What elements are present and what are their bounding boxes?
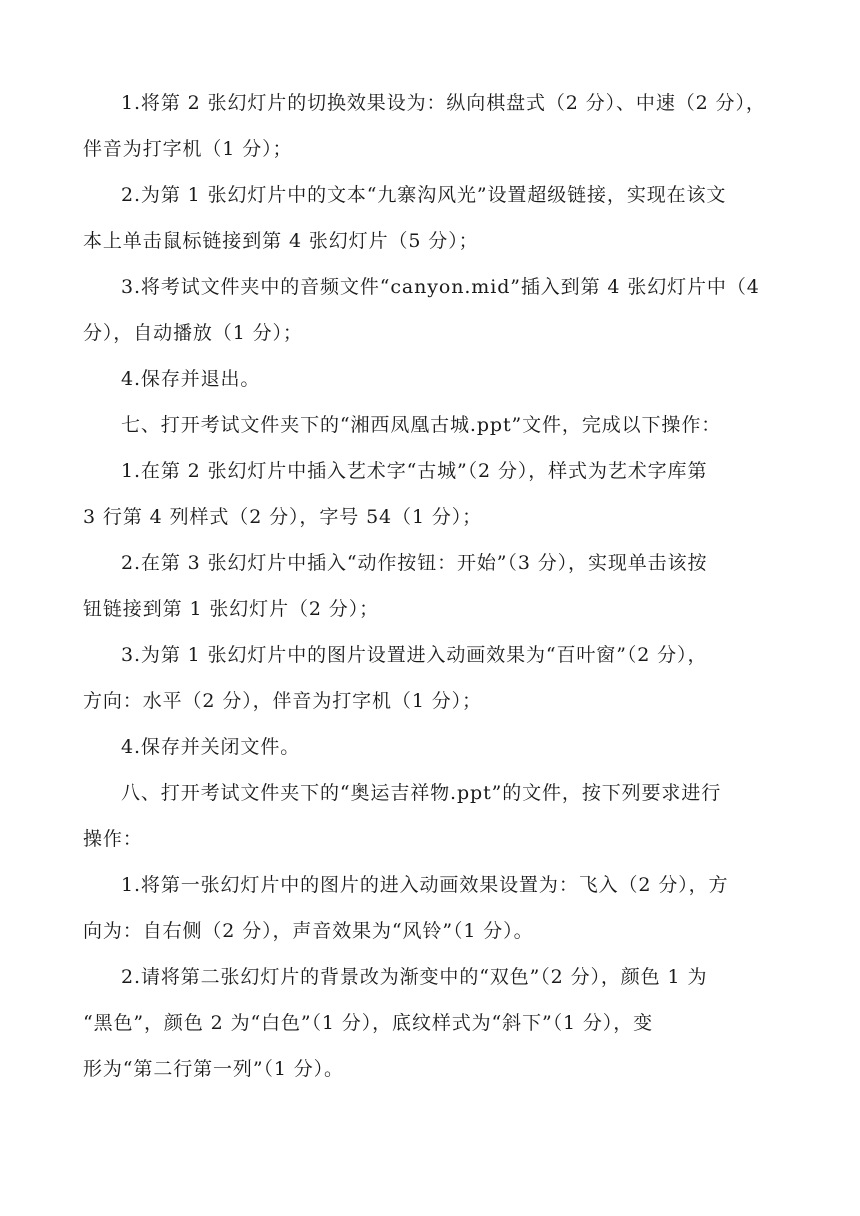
paragraph-line: 3.将考试文件夹中的音频文件“canyon.mid”插入到第 4 张幻灯片中（4 [121, 276, 760, 298]
paragraph-line: 分），自动播放（1 分）； [83, 322, 303, 344]
paragraph-line: 本上单击鼠标链接到第 4 张幻灯片（5 分）； [83, 230, 479, 252]
section-heading-8 [83, 770, 775, 862]
paragraph-line: 七、打开考试文件夹下的“湘西凤凰古城.ppt”文件，完成以下操作： [121, 414, 722, 436]
paragraph-1 [83, 80, 775, 172]
paragraph-8 [83, 632, 775, 724]
paragraph-line: 钮链接到第 1 张幻灯片（2 分）； [83, 598, 379, 620]
paragraph-2 [83, 172, 775, 264]
paragraph-line: 八、打开考试文件夹下的“奥运吉祥物.ppt”的文件，按下列要求进行 [121, 782, 722, 804]
paragraph-4 [83, 356, 775, 402]
paragraph-line: 方向：水平（2 分），伴音为打字机（1 分）； [83, 690, 482, 712]
paragraph-3 [83, 264, 775, 356]
paragraph-9 [83, 724, 775, 770]
paragraph-line: 3.为第 1 张幻灯片中的图片设置进入动画效果为“百叶窗”（2 分）， [121, 644, 708, 666]
paragraph-line: 2.请将第二张幻灯片的背景改为渐变中的“双色”（2 分），颜色 1 为 [121, 966, 708, 988]
section-heading-7 [83, 402, 775, 448]
paragraph-line: 伴音为打字机（1 分）； [83, 138, 293, 160]
paragraph-line: 1.将第 2 张幻灯片的切换效果设为：纵向棋盘式（2 分）、中速（2 分）， [121, 92, 766, 114]
paragraph-line: 1.在第 2 张幻灯片中插入艺术字“古城”（2 分），样式为艺术字库第 [121, 460, 708, 482]
paragraph-line: 4.保存并退出。 [121, 368, 261, 390]
paragraph-7 [83, 540, 775, 632]
paragraph-line: 操作： [83, 828, 143, 850]
paragraph-line: 4.保存并关闭文件。 [121, 736, 301, 758]
paragraph-line: 向为：自右侧（2 分），声音效果为“风铃”（1 分）。 [83, 920, 534, 942]
paragraph-line: 3 行第 4 列样式（2 分），字号 54（1 分）； [83, 506, 483, 528]
paragraph-11 [83, 862, 775, 954]
paragraph-line: “黑色”，颜色 2 为“白色”（1 分），底纹样式为“斜下”（1 分），变 [83, 1012, 654, 1034]
paragraph-6 [83, 448, 775, 540]
paragraph-line: 2.为第 1 张幻灯片中的文本“九寨沟风光”设置超级链接，实现在该文 [121, 184, 727, 206]
paragraph-line: 形为“第二行第一列”（1 分）。 [83, 1058, 344, 1080]
paragraph-12 [83, 954, 775, 1092]
paragraph-line: 1.将第一张幻灯片中的图片的进入动画效果设置为：飞入（2 分），方 [121, 874, 729, 896]
paragraph-line: 2.在第 3 张幻灯片中插入“动作按钮：开始”（3 分），实现单击该按 [121, 552, 708, 574]
